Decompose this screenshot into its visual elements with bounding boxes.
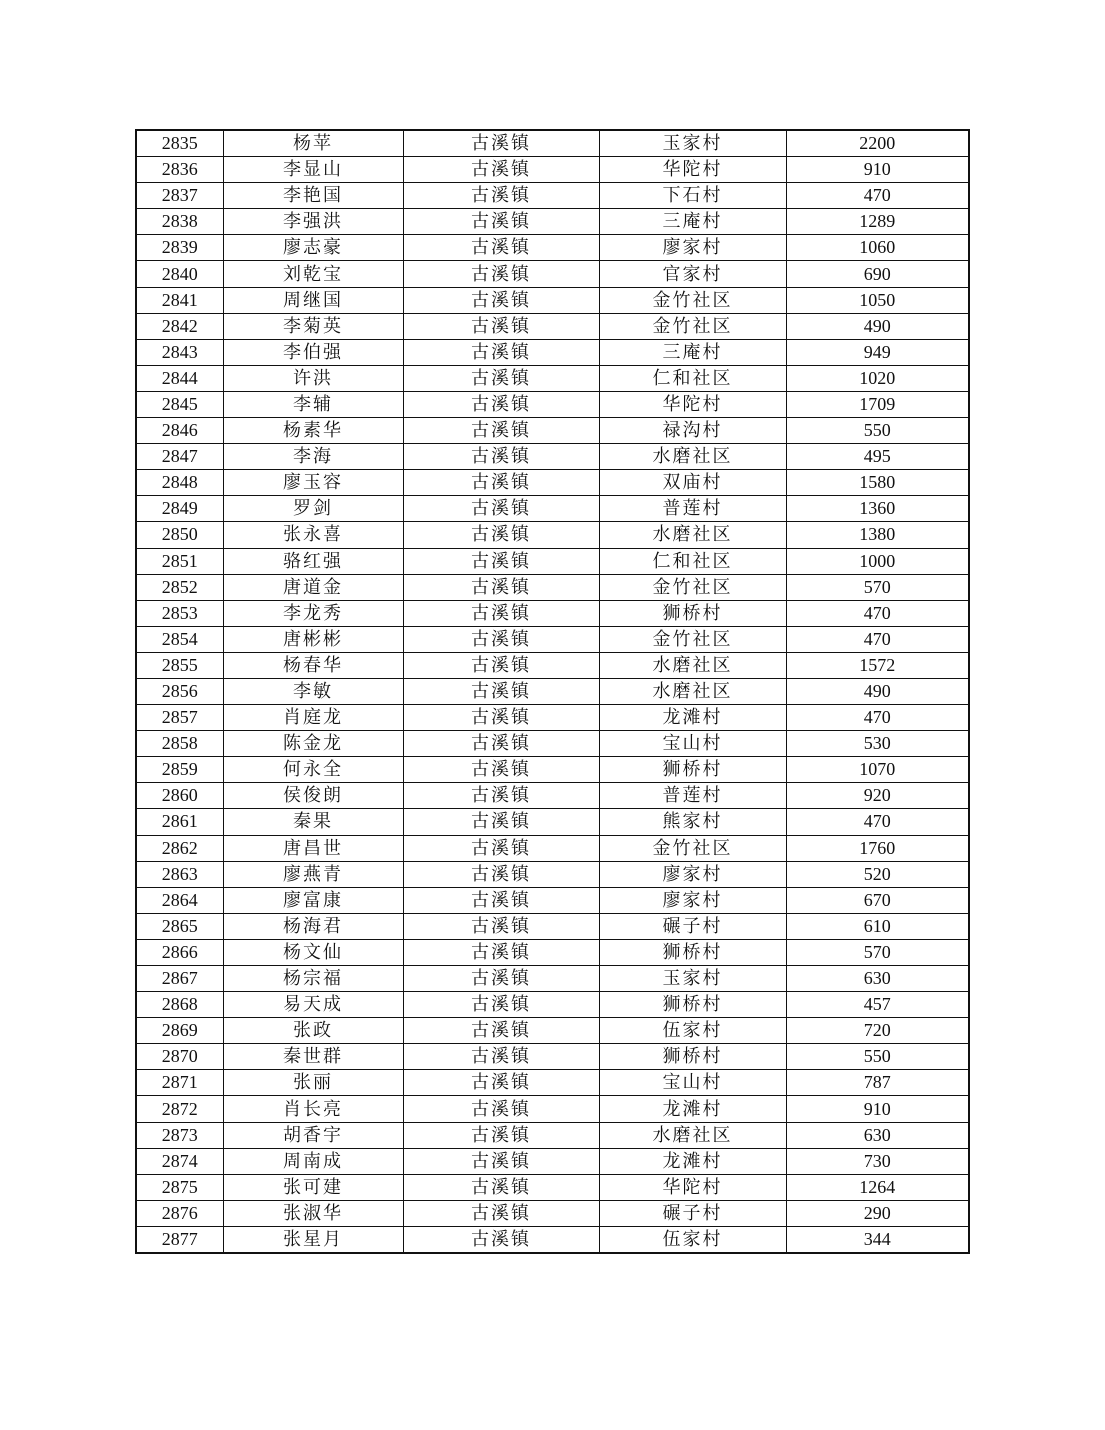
table-row: [136, 130, 969, 157]
village-name-cell: 廖家村: [599, 235, 786, 261]
table-row: [136, 600, 969, 626]
amount-value-cell: 344: [786, 1226, 969, 1253]
row-number-cell: 2845: [136, 391, 223, 417]
row-number-cell: 2843: [136, 339, 223, 365]
town-name-cell: 古溪镇: [403, 1226, 599, 1253]
town-name-cell: 古溪镇: [403, 496, 599, 522]
table-row: [136, 757, 969, 783]
row-number-cell: 2841: [136, 287, 223, 313]
town-name-cell: 古溪镇: [403, 1148, 599, 1174]
village-name-cell: 普莲村: [599, 496, 786, 522]
person-name-cell: 杨宗福: [223, 966, 403, 992]
row-number-cell: 2875: [136, 1174, 223, 1200]
town-name-cell: 古溪镇: [403, 522, 599, 548]
village-name-cell: 碾子村: [599, 913, 786, 939]
person-name-cell: 廖玉容: [223, 470, 403, 496]
table-row: [136, 444, 969, 470]
amount-value-cell: 1580: [786, 470, 969, 496]
row-number-cell: 2853: [136, 600, 223, 626]
row-number-cell: 2840: [136, 261, 223, 287]
amount-value-cell: 457: [786, 992, 969, 1018]
row-number-cell: 2852: [136, 574, 223, 600]
village-name-cell: 水磨社区: [599, 1122, 786, 1148]
table-row: [136, 992, 969, 1018]
town-name-cell: 古溪镇: [403, 705, 599, 731]
amount-value-cell: 610: [786, 913, 969, 939]
amount-value-cell: 1289: [786, 209, 969, 235]
town-name-cell: 古溪镇: [403, 1174, 599, 1200]
row-number-cell: 2861: [136, 809, 223, 835]
table-row: [136, 835, 969, 861]
amount-value-cell: 570: [786, 939, 969, 965]
table-row: [136, 809, 969, 835]
village-name-cell: 玉家村: [599, 966, 786, 992]
town-name-cell: 古溪镇: [403, 287, 599, 313]
village-name-cell: 伍家村: [599, 1018, 786, 1044]
town-name-cell: 古溪镇: [403, 339, 599, 365]
town-name-cell: 古溪镇: [403, 809, 599, 835]
row-number-cell: 2857: [136, 705, 223, 731]
amount-value-cell: 1572: [786, 652, 969, 678]
row-number-cell: 2854: [136, 626, 223, 652]
person-name-cell: 张可建: [223, 1174, 403, 1200]
town-name-cell: 古溪镇: [403, 209, 599, 235]
town-name-cell: 古溪镇: [403, 731, 599, 757]
village-name-cell: 普莲村: [599, 783, 786, 809]
row-number-cell: 2874: [136, 1148, 223, 1174]
village-name-cell: 狮桥村: [599, 939, 786, 965]
roster-table-body: [136, 130, 969, 1253]
table-row: [136, 678, 969, 704]
village-name-cell: 金竹社区: [599, 574, 786, 600]
town-name-cell: 古溪镇: [403, 470, 599, 496]
amount-value-cell: 910: [786, 157, 969, 183]
amount-value-cell: 1000: [786, 548, 969, 574]
amount-value-cell: 490: [786, 313, 969, 339]
row-number-cell: 2847: [136, 444, 223, 470]
village-name-cell: 华陀村: [599, 391, 786, 417]
person-name-cell: 杨海君: [223, 913, 403, 939]
row-number-cell: 2848: [136, 470, 223, 496]
amount-value-cell: 550: [786, 418, 969, 444]
town-name-cell: 古溪镇: [403, 652, 599, 678]
row-number-cell: 2851: [136, 548, 223, 574]
amount-value-cell: 1050: [786, 287, 969, 313]
row-number-cell: 2859: [136, 757, 223, 783]
table-row: [136, 1096, 969, 1122]
table-row: [136, 705, 969, 731]
table-row: [136, 183, 969, 209]
row-number-cell: 2877: [136, 1226, 223, 1253]
row-number-cell: 2835: [136, 130, 223, 157]
town-name-cell: 古溪镇: [403, 183, 599, 209]
village-name-cell: 仁和社区: [599, 365, 786, 391]
amount-value-cell: 690: [786, 261, 969, 287]
amount-value-cell: 470: [786, 809, 969, 835]
person-name-cell: 秦果: [223, 809, 403, 835]
table-row: [136, 1122, 969, 1148]
amount-value-cell: 1360: [786, 496, 969, 522]
row-number-cell: 2838: [136, 209, 223, 235]
town-name-cell: 古溪镇: [403, 626, 599, 652]
row-number-cell: 2858: [136, 731, 223, 757]
person-name-cell: 李海: [223, 444, 403, 470]
amount-value-cell: 1020: [786, 365, 969, 391]
village-name-cell: 玉家村: [599, 130, 786, 157]
table-row: [136, 548, 969, 574]
town-name-cell: 古溪镇: [403, 444, 599, 470]
village-name-cell: 三庵村: [599, 339, 786, 365]
row-number-cell: 2865: [136, 913, 223, 939]
person-name-cell: 陈金龙: [223, 731, 403, 757]
table-row: [136, 1226, 969, 1253]
row-number-cell: 2846: [136, 418, 223, 444]
village-name-cell: 狮桥村: [599, 757, 786, 783]
person-name-cell: 唐道金: [223, 574, 403, 600]
amount-value-cell: 920: [786, 783, 969, 809]
village-name-cell: 金竹社区: [599, 287, 786, 313]
row-number-cell: 2864: [136, 887, 223, 913]
town-name-cell: 古溪镇: [403, 757, 599, 783]
village-name-cell: 廖家村: [599, 861, 786, 887]
town-name-cell: 古溪镇: [403, 678, 599, 704]
person-name-cell: 骆红强: [223, 548, 403, 574]
row-number-cell: 2849: [136, 496, 223, 522]
village-name-cell: 狮桥村: [599, 600, 786, 626]
village-name-cell: 下石村: [599, 183, 786, 209]
row-number-cell: 2876: [136, 1200, 223, 1226]
village-name-cell: 华陀村: [599, 157, 786, 183]
row-number-cell: 2856: [136, 678, 223, 704]
town-name-cell: 古溪镇: [403, 1070, 599, 1096]
table-row: [136, 966, 969, 992]
amount-value-cell: 1760: [786, 835, 969, 861]
roster-table: [135, 129, 970, 1254]
person-name-cell: 刘乾宝: [223, 261, 403, 287]
table-row: [136, 731, 969, 757]
table-row: [136, 261, 969, 287]
village-name-cell: 三庵村: [599, 209, 786, 235]
town-name-cell: 古溪镇: [403, 1096, 599, 1122]
town-name-cell: 古溪镇: [403, 261, 599, 287]
person-name-cell: 易天成: [223, 992, 403, 1018]
person-name-cell: 廖志豪: [223, 235, 403, 261]
village-name-cell: 华陀村: [599, 1174, 786, 1200]
person-name-cell: 杨春华: [223, 652, 403, 678]
person-name-cell: 廖富康: [223, 887, 403, 913]
village-name-cell: 龙滩村: [599, 705, 786, 731]
village-name-cell: 龙滩村: [599, 1148, 786, 1174]
table-row: [136, 913, 969, 939]
person-name-cell: 肖长亮: [223, 1096, 403, 1122]
person-name-cell: 侯俊朗: [223, 783, 403, 809]
table-row: [136, 496, 969, 522]
amount-value-cell: 1070: [786, 757, 969, 783]
amount-value-cell: 470: [786, 183, 969, 209]
person-name-cell: 杨素华: [223, 418, 403, 444]
town-name-cell: 古溪镇: [403, 992, 599, 1018]
person-name-cell: 李显山: [223, 157, 403, 183]
person-name-cell: 唐彬彬: [223, 626, 403, 652]
person-name-cell: 李辅: [223, 391, 403, 417]
person-name-cell: 张丽: [223, 1070, 403, 1096]
amount-value-cell: 470: [786, 705, 969, 731]
amount-value-cell: 910: [786, 1096, 969, 1122]
person-name-cell: 秦世群: [223, 1044, 403, 1070]
amount-value-cell: 949: [786, 339, 969, 365]
person-name-cell: 周继国: [223, 287, 403, 313]
village-name-cell: 水磨社区: [599, 444, 786, 470]
town-name-cell: 古溪镇: [403, 939, 599, 965]
row-number-cell: 2867: [136, 966, 223, 992]
amount-value-cell: 490: [786, 678, 969, 704]
row-number-cell: 2871: [136, 1070, 223, 1096]
village-name-cell: 熊家村: [599, 809, 786, 835]
row-number-cell: 2842: [136, 313, 223, 339]
row-number-cell: 2866: [136, 939, 223, 965]
person-name-cell: 李龙秀: [223, 600, 403, 626]
town-name-cell: 古溪镇: [403, 966, 599, 992]
town-name-cell: 古溪镇: [403, 313, 599, 339]
town-name-cell: 古溪镇: [403, 1044, 599, 1070]
amount-value-cell: 2200: [786, 130, 969, 157]
village-name-cell: 宝山村: [599, 731, 786, 757]
amount-value-cell: 530: [786, 731, 969, 757]
table-row: [136, 522, 969, 548]
town-name-cell: 古溪镇: [403, 418, 599, 444]
town-name-cell: 古溪镇: [403, 391, 599, 417]
row-number-cell: 2869: [136, 1018, 223, 1044]
row-number-cell: 2863: [136, 861, 223, 887]
row-number-cell: 2862: [136, 835, 223, 861]
table-row: [136, 783, 969, 809]
table-row: [136, 418, 969, 444]
person-name-cell: 何永全: [223, 757, 403, 783]
row-number-cell: 2839: [136, 235, 223, 261]
table-row: [136, 1044, 969, 1070]
person-name-cell: 李伯强: [223, 339, 403, 365]
village-name-cell: 金竹社区: [599, 313, 786, 339]
village-name-cell: 龙滩村: [599, 1096, 786, 1122]
person-name-cell: 罗剑: [223, 496, 403, 522]
village-name-cell: 伍家村: [599, 1226, 786, 1253]
person-name-cell: 许洪: [223, 365, 403, 391]
amount-value-cell: 670: [786, 887, 969, 913]
amount-value-cell: 630: [786, 966, 969, 992]
village-name-cell: 狮桥村: [599, 992, 786, 1018]
table-row: [136, 887, 969, 913]
amount-value-cell: 1380: [786, 522, 969, 548]
town-name-cell: 古溪镇: [403, 887, 599, 913]
person-name-cell: 张政: [223, 1018, 403, 1044]
table-row: [136, 470, 969, 496]
village-name-cell: 水磨社区: [599, 678, 786, 704]
village-name-cell: 禄沟村: [599, 418, 786, 444]
table-row: [136, 626, 969, 652]
table-row: [136, 287, 969, 313]
table-row: [136, 1018, 969, 1044]
amount-value-cell: 1060: [786, 235, 969, 261]
village-name-cell: 狮桥村: [599, 1044, 786, 1070]
amount-value-cell: 495: [786, 444, 969, 470]
table-row: [136, 157, 969, 183]
amount-value-cell: 470: [786, 600, 969, 626]
amount-value-cell: 630: [786, 1122, 969, 1148]
table-row: [136, 313, 969, 339]
town-name-cell: 古溪镇: [403, 574, 599, 600]
amount-value-cell: 1264: [786, 1174, 969, 1200]
village-name-cell: 宝山村: [599, 1070, 786, 1096]
person-name-cell: 廖燕青: [223, 861, 403, 887]
row-number-cell: 2844: [136, 365, 223, 391]
row-number-cell: 2872: [136, 1096, 223, 1122]
row-number-cell: 2868: [136, 992, 223, 1018]
village-name-cell: 廖家村: [599, 887, 786, 913]
person-name-cell: 李艳国: [223, 183, 403, 209]
village-name-cell: 金竹社区: [599, 626, 786, 652]
village-name-cell: 金竹社区: [599, 835, 786, 861]
table-row: [136, 1200, 969, 1226]
person-name-cell: 张淑华: [223, 1200, 403, 1226]
person-name-cell: 周南成: [223, 1148, 403, 1174]
town-name-cell: 古溪镇: [403, 835, 599, 861]
town-name-cell: 古溪镇: [403, 1018, 599, 1044]
amount-value-cell: 290: [786, 1200, 969, 1226]
town-name-cell: 古溪镇: [403, 235, 599, 261]
row-number-cell: 2837: [136, 183, 223, 209]
amount-value-cell: 720: [786, 1018, 969, 1044]
row-number-cell: 2873: [136, 1122, 223, 1148]
row-number-cell: 2870: [136, 1044, 223, 1070]
row-number-cell: 2855: [136, 652, 223, 678]
town-name-cell: 古溪镇: [403, 1200, 599, 1226]
person-name-cell: 唐昌世: [223, 835, 403, 861]
person-name-cell: 李强洪: [223, 209, 403, 235]
amount-value-cell: 550: [786, 1044, 969, 1070]
row-number-cell: 2850: [136, 522, 223, 548]
village-name-cell: 双庙村: [599, 470, 786, 496]
town-name-cell: 古溪镇: [403, 157, 599, 183]
table-row: [136, 339, 969, 365]
person-name-cell: 肖庭龙: [223, 705, 403, 731]
village-name-cell: 仁和社区: [599, 548, 786, 574]
row-number-cell: 2860: [136, 783, 223, 809]
amount-value-cell: 730: [786, 1148, 969, 1174]
village-name-cell: 官家村: [599, 261, 786, 287]
person-name-cell: 胡香宇: [223, 1122, 403, 1148]
town-name-cell: 古溪镇: [403, 783, 599, 809]
table-row: [136, 939, 969, 965]
village-name-cell: 水磨社区: [599, 652, 786, 678]
table-row: [136, 235, 969, 261]
village-name-cell: 水磨社区: [599, 522, 786, 548]
row-number-cell: 2836: [136, 157, 223, 183]
table-row: [136, 652, 969, 678]
person-name-cell: 李菊英: [223, 313, 403, 339]
person-name-cell: 张星月: [223, 1226, 403, 1253]
amount-value-cell: 520: [786, 861, 969, 887]
town-name-cell: 古溪镇: [403, 548, 599, 574]
table-row: [136, 209, 969, 235]
table-row: [136, 1070, 969, 1096]
table-row: [136, 1148, 969, 1174]
table-row: [136, 365, 969, 391]
table-row: [136, 574, 969, 600]
amount-value-cell: 470: [786, 626, 969, 652]
town-name-cell: 古溪镇: [403, 913, 599, 939]
town-name-cell: 古溪镇: [403, 861, 599, 887]
person-name-cell: 杨文仙: [223, 939, 403, 965]
table-row: [136, 391, 969, 417]
town-name-cell: 古溪镇: [403, 365, 599, 391]
amount-value-cell: 570: [786, 574, 969, 600]
town-name-cell: 古溪镇: [403, 130, 599, 157]
town-name-cell: 古溪镇: [403, 600, 599, 626]
village-name-cell: 碾子村: [599, 1200, 786, 1226]
town-name-cell: 古溪镇: [403, 1122, 599, 1148]
person-name-cell: 杨苹: [223, 130, 403, 157]
table-row: [136, 861, 969, 887]
table-row: [136, 1174, 969, 1200]
person-name-cell: 李敏: [223, 678, 403, 704]
person-name-cell: 张永喜: [223, 522, 403, 548]
amount-value-cell: 787: [786, 1070, 969, 1096]
amount-value-cell: 1709: [786, 391, 969, 417]
